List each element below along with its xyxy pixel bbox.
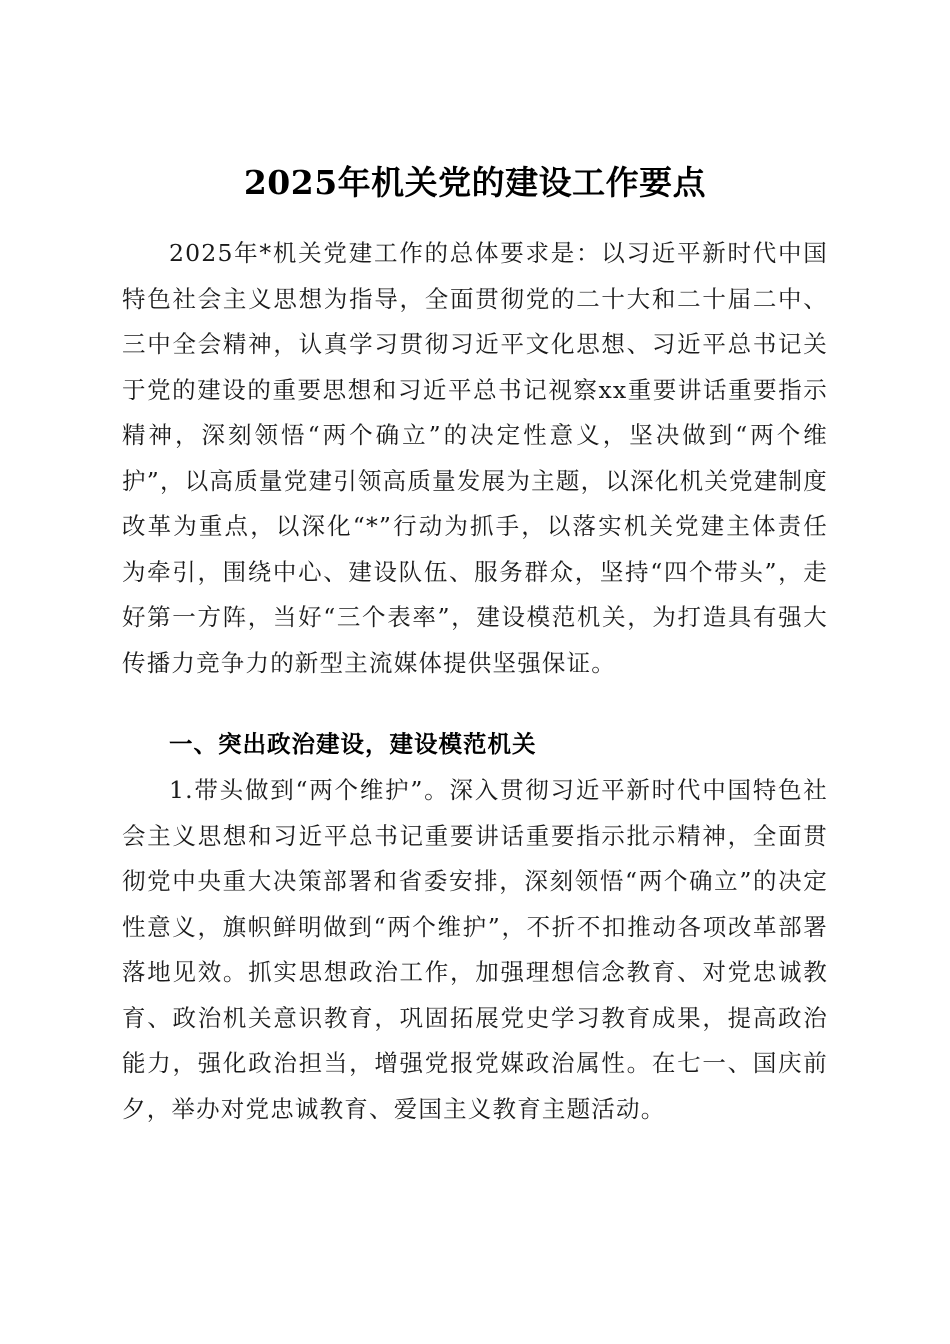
section-heading: 一、突出政治建设，建设模范机关 bbox=[169, 730, 537, 758]
item-1-paragraph: 1.带头做到“两个维护”。深入贯彻习近平新时代中国特色社会主义思想和习近平总书记重要讲话重要指示批示精神，全面贯彻党中央重大决策部署和省委安排，深刻领悟“两个确立”的决定性意义，旗帜鲜明做到“两个维护”，不折不扣推动各项改革部署落地见效。抓实思想政治工作，加强理想信念教育、对党忠诚教育、政治机关意识教育，巩固拓展党史学习教育成果，提高政治能力，强化政治担当，增强党报党媒政治属性。在七一、国庆前夕，举办对党忠诚教育、爱国主义教育主题活动。 bbox=[122, 776, 828, 1123]
document-title: 2025年机关党的建设工作要点 bbox=[243, 163, 707, 203]
intro-paragraph: 2025年*机关党建工作的总体要求是：以习近平新时代中国特色社会主义思想为指导，全面贯彻党的二十大和二十届二中、三中全会精神，认真学习贯彻习近平文化思想、习近平总书记关于党的建设的重要思想和习近平总书记视察xx重要讲话重要指示精神，深刻领悟“两个确立”的决定性意义，坚决做到“两个维护”，以高质量党建引领高质量发展为主题，以深化机关党建制度改革为重点，以深化“*”行动为抓手，以落实机关党建主体责任为牵引，围绕中心、建设队伍、服务群众，坚持“四个带头”，走好第一方阵，当好“三个表率”，建设模范机关，为打造具有强大传播力竞争力的新型主流媒体提供坚强保证。 bbox=[122, 239, 828, 677]
